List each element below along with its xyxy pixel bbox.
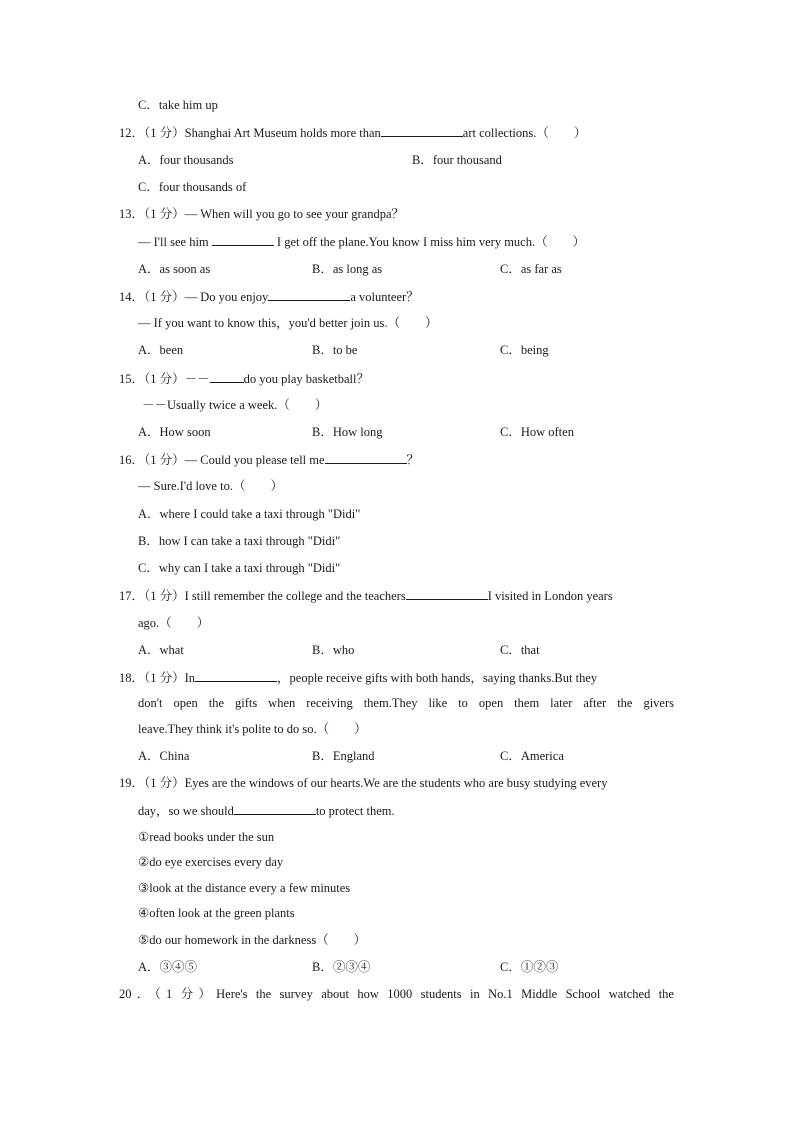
question-text: I get off the plane.You know I miss him very much.（ ）: [276, 235, 586, 249]
question-19: 19．（1 分）Eyes are the windows of our hearts.We are the students who are busy studying every: [119, 776, 608, 790]
question-16: [119, 451, 419, 468]
question-15: [119, 370, 369, 387]
question-text: I visited in London years: [487, 589, 613, 603]
question-text: 16．（1 分）— Could you please tell me: [119, 453, 325, 467]
question-text: art collections.（ ）: [462, 126, 587, 140]
option-c: C．America: [500, 749, 564, 763]
option-a: A．as soon as: [138, 262, 211, 276]
option-b: B．four thousand: [412, 153, 502, 167]
question-text: leave.They think it's polite to do so.（ ）: [138, 722, 367, 736]
option-c: C．as far as: [500, 262, 562, 276]
question-text: do you play basketball？: [243, 372, 369, 386]
question-20: 20．（1 分）Here's the survey about how 1000 students in No.1 Middle School watched the: [119, 987, 674, 1001]
option-a: A．what: [138, 643, 184, 657]
answer-blank: [325, 451, 407, 464]
answer-blank: [212, 233, 274, 246]
option-a: A．been: [138, 343, 184, 357]
option-b: B．how I can take a taxi through "Didi": [138, 534, 341, 548]
question-text: ago.（ ）: [138, 616, 210, 630]
option-c: C．that: [500, 643, 540, 657]
question-17: [119, 587, 613, 604]
question-18: [119, 669, 597, 686]
question-text: — If you want to know this，you'd better join us.（ ）: [138, 316, 438, 330]
question-text: －－Usually twice a week.（ ）: [142, 398, 328, 412]
question-text: [138, 802, 395, 819]
answer-blank: [406, 587, 488, 600]
option-a: A．③④⑤: [138, 960, 198, 974]
option-a: A．How soon: [138, 425, 211, 439]
answer-blank: [210, 370, 244, 383]
option-b: B．as long as: [312, 262, 383, 276]
question-text: — Sure.I'd love to.（ ）: [138, 479, 283, 493]
answer-blank: [268, 288, 350, 301]
answer-blank: [195, 669, 277, 682]
option-b: B．How long: [312, 425, 383, 439]
question-text: [138, 233, 585, 250]
question-14: [119, 288, 419, 305]
option-b: B．to be: [312, 343, 358, 357]
question-text: 12．（1 分）Shanghai Art Museum holds more than: [119, 126, 381, 140]
option-a: A．China: [138, 749, 190, 763]
option-a: A．where I could take a taxi through "Didi": [138, 507, 361, 521]
option-c: C．How often: [500, 425, 574, 439]
option-b: B．②③④: [312, 960, 371, 974]
question-text: ？: [406, 453, 420, 467]
option-c: C．①②③: [500, 960, 559, 974]
option-c: C．take him up: [138, 98, 218, 112]
list-item: ④often look at the green plants: [138, 906, 295, 920]
question-text: a volunteer？: [350, 290, 419, 304]
list-item: ③look at the distance every a few minutes: [138, 881, 351, 895]
question-text: — I'll see him: [138, 235, 209, 249]
list-item: ①read books under the sun: [138, 830, 275, 844]
question-text: 15．（1 分）－－: [119, 372, 210, 386]
question-text: don't open the gifts when receiving them.They like to open them later after the givers: [138, 696, 674, 710]
question-text: 18．（1 分）In: [119, 671, 196, 685]
answer-blank: [381, 124, 463, 137]
option-b: B．who: [312, 643, 355, 657]
question-text: 17．（1 分）I still remember the college and the teachers: [119, 589, 406, 603]
question-text: day，so we should: [138, 804, 234, 818]
option-c: C．four thousands of: [138, 180, 247, 194]
option-b: B．England: [312, 749, 375, 763]
question-text: ，people receive gifts with both hands，saying thanks.But they: [277, 671, 598, 685]
question-13: 13．（1 分）— When will you go to see your grandpa？: [119, 207, 405, 221]
answer-blank: [234, 802, 316, 815]
option-c: C．why can I take a taxi through "Didi": [138, 561, 341, 575]
option-a: A．four thousands: [138, 153, 234, 167]
question-12: [119, 124, 586, 141]
list-item: ②do eye exercises every day: [138, 855, 284, 869]
question-text: 14．（1 分）— Do you enjoy: [119, 290, 269, 304]
question-text: to protect them.: [315, 804, 395, 818]
list-item: ⑤do our homework in the darkness（ ）: [138, 933, 367, 947]
option-c: C．being: [500, 343, 549, 357]
